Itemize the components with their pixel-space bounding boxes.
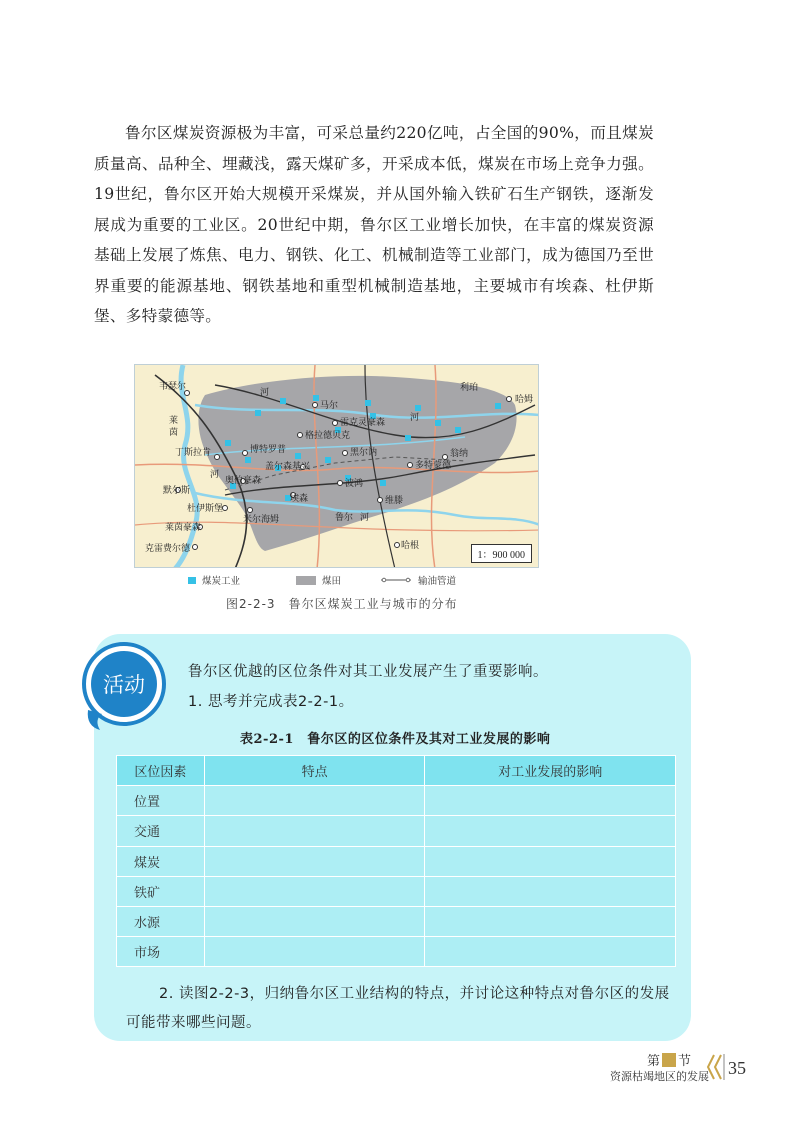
factor-cell: 水源: [117, 906, 205, 936]
city-weisai: 韦瑟尔: [159, 382, 187, 392]
city-leikelinghausen: 雷克灵豪森: [340, 418, 386, 428]
factor-cell: 交通: [117, 816, 205, 846]
city-gaoersen: 盖尔森基兴: [265, 462, 311, 472]
map-scale: 1：900 000: [471, 544, 533, 563]
page-chevron-icon: [705, 1052, 725, 1082]
impact-cell[interactable]: [425, 846, 676, 876]
ruhr-map: [134, 364, 539, 568]
table-row: [117, 816, 676, 846]
header-factor: 区位因素: [117, 756, 205, 786]
header-impact: 对工业发展的影响: [425, 756, 676, 786]
body-paragraph: [94, 118, 654, 332]
footer-section-label: 第 节: [647, 1054, 692, 1069]
legend-coal-industry: 煤炭工业: [188, 573, 240, 587]
figure-caption: 图2-2-3 鲁尔区煤炭工业与城市的分布: [226, 597, 458, 611]
map-legend: [188, 573, 548, 589]
table-header-row: [117, 756, 676, 786]
table-row: [117, 876, 676, 906]
coal-field-swatch: [296, 576, 316, 585]
river-label-he1: 河: [210, 470, 220, 480]
impact-cell[interactable]: [425, 786, 676, 816]
city-aisen: 埃森: [290, 494, 309, 504]
feature-cell[interactable]: [204, 816, 425, 846]
footer-section-title: 资源枯竭地区的发展: [610, 1070, 709, 1083]
impact-cell[interactable]: [425, 876, 676, 906]
factor-cell: 煤炭: [117, 846, 205, 876]
city-dingsilake: 丁斯拉肯: [175, 448, 212, 458]
city-mosi: 默尔斯: [163, 486, 191, 496]
location-factors-table: [116, 755, 676, 967]
legend-pipeline: 输油管道: [380, 573, 456, 587]
city-kelaifeierde: 克雷费尔德: [145, 544, 191, 554]
factor-cell: 铁矿: [117, 876, 205, 906]
legend-coal-field: 煤田: [296, 573, 341, 587]
section-number-box: [662, 1053, 676, 1067]
city-mierhaimu: 米尔海姆: [243, 515, 280, 525]
city-duyisibao: 杜伊斯堡: [187, 504, 224, 514]
table-title: 表2-2-1 鲁尔区的区位条件及其对工业发展的影响: [240, 732, 551, 747]
river-label-he2: 河: [410, 413, 420, 423]
impact-cell[interactable]: [425, 937, 676, 967]
activity-intro: 鲁尔区优越的区位条件对其工业发展产生了重要影响。: [188, 664, 548, 680]
paragraph-text: 鲁尔区煤炭资源极为丰富，可采总量约220亿吨，占全国的90%，而且煤炭质量高、品种全、埋藏浅，露天煤矿多，开采成本低，煤炭在市场上竞争力强。19世纪，鲁尔区开始大规模开采煤炭，并从国外输入铁矿石生产钢铁，逐渐发展成为重要的工业区。20世纪中期，鲁尔区工业增长加快，在丰富的煤炭资源基础上发展了炼焦、电力、钢铁、化工、机械制造等工业部门，成为德国乃至世界重要的能源基地、钢铁基地和重型机械制造基地，主要城市有埃森、杜伊斯堡、多特蒙德等。: [94, 124, 654, 325]
city-laiyinhausen: 莱茵豪森: [165, 523, 202, 533]
table-row: [117, 906, 676, 936]
river-label-he3: 河: [260, 388, 270, 398]
impact-cell[interactable]: [425, 816, 676, 846]
coal-industry-swatch: [188, 577, 196, 584]
pipeline-icon: [380, 575, 412, 585]
city-aobohausen: 奥伯豪森: [225, 476, 262, 486]
city-weiteng: 维滕: [385, 496, 404, 506]
river-label-ruer: 鲁尔: [335, 513, 354, 523]
activity-question-1: 1. 思考并完成表2-2-1。: [188, 694, 354, 710]
header-feature: 特点: [204, 756, 425, 786]
page-number: 35: [728, 1058, 746, 1078]
feature-cell[interactable]: [204, 846, 425, 876]
feature-cell[interactable]: [204, 786, 425, 816]
city-duotemengde: 多特蒙德: [415, 461, 452, 471]
feature-cell[interactable]: [204, 906, 425, 936]
city-bote: 博特罗普: [250, 445, 287, 455]
table-row: [117, 786, 676, 816]
map-canvas: [135, 365, 539, 568]
city-bohong: 波鸿: [345, 479, 364, 489]
impact-cell[interactable]: [425, 906, 676, 936]
factor-cell: 位置: [117, 786, 205, 816]
table-row: [117, 937, 676, 967]
city-wuna: 翁纳: [450, 449, 469, 459]
river-label-he4: 河: [360, 513, 370, 523]
river-label-lipei: 利珀: [460, 383, 479, 393]
feature-cell[interactable]: [204, 876, 425, 906]
river-label-yin: 茵: [169, 428, 179, 438]
feature-cell[interactable]: [204, 937, 425, 967]
table-row: [117, 846, 676, 876]
city-maer: 马尔: [320, 401, 339, 411]
city-gelade: 格拉德贝克: [305, 431, 351, 441]
factor-cell: 市场: [117, 937, 205, 967]
activity-question-2: 2. 读图2-2-3，归纳鲁尔区工业结构的特点，并讨论这种特点对鲁尔区的发展可能带来哪些问题。: [126, 986, 670, 1031]
city-hagen: 哈根: [401, 541, 420, 551]
activity-badge-label: 活动: [103, 673, 145, 697]
city-heerna: 黑尔讷: [350, 448, 378, 458]
river-label-lai: 莱: [169, 416, 179, 426]
city-hamu: 哈姆: [515, 395, 534, 405]
activity-badge-icon: [80, 640, 166, 732]
